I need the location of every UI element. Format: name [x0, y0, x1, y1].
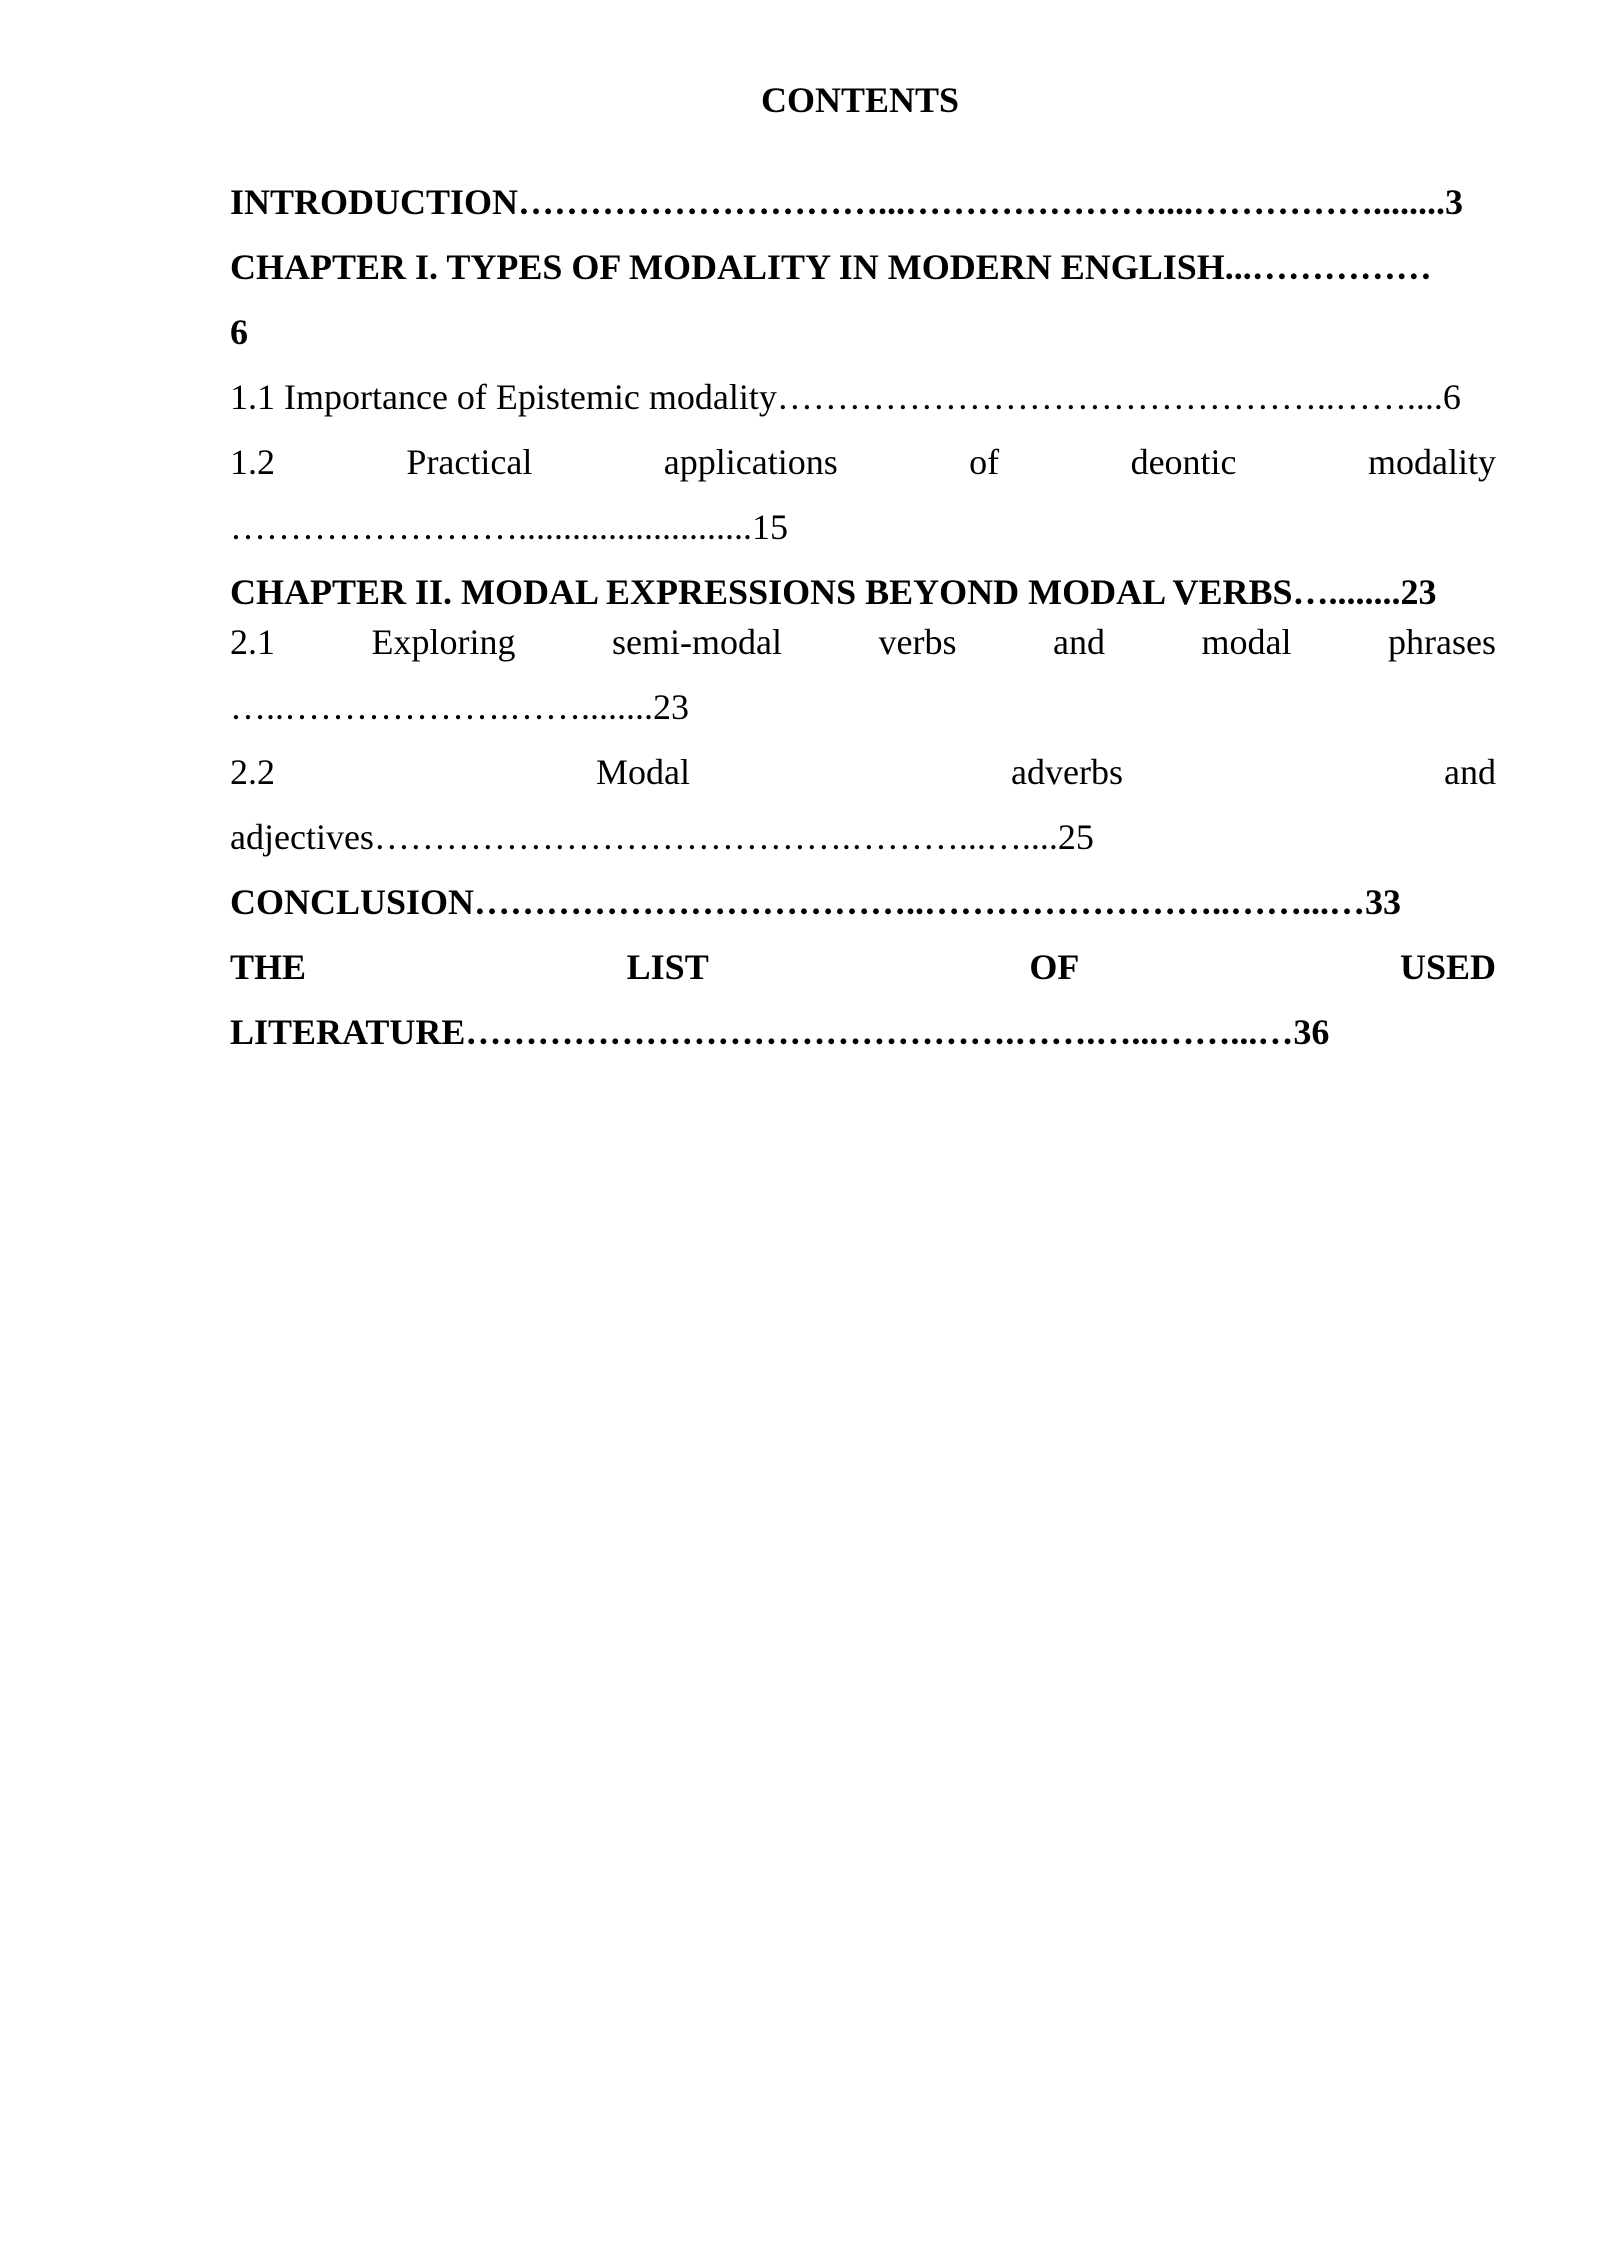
toc-word: semi-modal: [612, 622, 782, 662]
toc-word: and: [1053, 622, 1105, 662]
toc-entry-chapter-1-page: 6: [230, 312, 248, 352]
toc-entry-1-1: 1.1 Importance of Epistemic modality………………………………………..……....6: [230, 377, 1461, 417]
toc-word: of: [969, 442, 1000, 482]
toc-word: and: [1444, 752, 1496, 792]
toc-word: Practical: [406, 442, 533, 482]
toc-word: modality: [1367, 442, 1496, 482]
toc-word: 1.2: [230, 442, 275, 482]
toc-word: Exploring: [371, 622, 516, 662]
toc-word: verbs: [878, 622, 957, 662]
toc-word: modal: [1201, 622, 1292, 662]
toc-word: 2.1: [230, 622, 275, 662]
toc-entry-literature-leader: LITERATURE……………………………………….…….…...……...…36: [230, 1012, 1330, 1052]
toc-entry-conclusion: CONCLUSION………………………………..……………………..……...…33: [230, 882, 1402, 922]
toc-entry-2-2: [230, 750, 1496, 794]
toc-entry-chapter-1: CHAPTER I. TYPES OF MODALITY IN MODERN ENGLISH...……………: [230, 247, 1432, 287]
toc-entry-2-1-leader: …..……………….……........23: [230, 687, 689, 727]
toc-entry-1-2: [230, 440, 1496, 484]
toc-word: THE: [230, 947, 307, 987]
page-title: CONTENTS: [760, 80, 960, 120]
toc-word: applications: [663, 442, 838, 482]
toc-entry-2-1: [230, 620, 1496, 664]
toc-entry-2-2-leader: adjectives………………………………….………...…....25: [230, 817, 1094, 857]
toc-word: deontic: [1130, 442, 1237, 482]
toc-word: USED: [1399, 947, 1496, 987]
toc-word: phrases: [1388, 622, 1496, 662]
toc-word: LIST: [626, 947, 709, 987]
toc-word: OF: [1029, 947, 1080, 987]
toc-word: 2.2: [230, 752, 275, 792]
toc-entry-chapter-2: CHAPTER II. MODAL EXPRESSIONS BEYOND MODAL VERBS…........23: [230, 572, 1437, 612]
toc-word: adverbs: [1011, 752, 1123, 792]
toc-entry-introduction: INTRODUCTION…………………………...…………………....……………........3: [230, 182, 1464, 222]
toc-entry-literature: [230, 945, 1496, 989]
toc-word: Modal: [596, 752, 691, 792]
toc-entry-1-2-leader: ……………………..........................15: [230, 507, 788, 547]
